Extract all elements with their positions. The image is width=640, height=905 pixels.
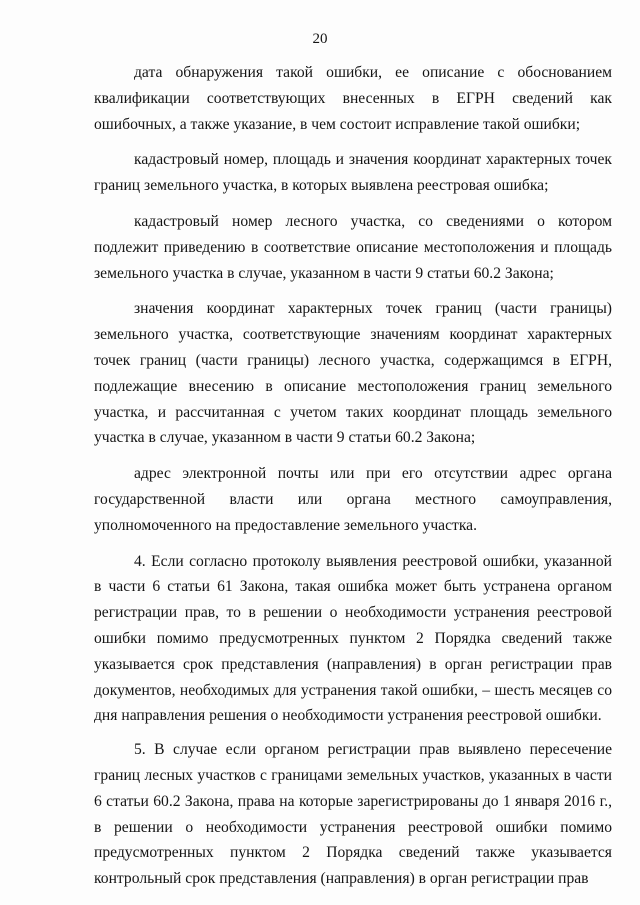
paragraph-coordinates: значения координат характерных точек границ (части границы) земельного участка, соответствующие значениям координат характерных точек границ (части границы) лесного участка, содержащимся в ЕГРН, подлежащие внесению в описание местоположения границ земельного участка, и рассчитанная с учетом таких координат площадь земельного участка в случае, указанном в части 9 статьи 60.2 Закона; <box>94 300 612 447</box>
paragraph-point-4: 4. Если согласно протоколу выявления реестровой ошибки, указанной в части 6 статьи 61 Закона, такая ошибка может быть устранена органом регистрации прав, то в решении о необходимости устранения реестровой ошибки помимо предусмотренных пунктом 2 Порядка сведений также указывается срок представления (направления) в орган регистрации прав документов, необходимых для устранения такой ошибки, – шесть месяцев со дня направления решения о необходимости устранения реестровой ошибки. <box>94 552 612 725</box>
page-number: 20 <box>312 31 328 47</box>
document-body <box>94 60 612 902</box>
paragraph-cadastral-number: кадастровый номер, площадь и значения координат характерных точек границ земельного участка, в которых выявлена реестровая ошибка; <box>94 151 612 195</box>
paragraph-forest-plot-number: кадастровый номер лесного участка, со сведениями о котором подлежит приведению в соответствие описание местоположения и площадь земельного участка в случае, указанном в части 9 статьи 60.2 Закона; <box>94 212 612 282</box>
paragraph-error-description: дата обнаружения такой ошибки, ее описание с обоснованием квалификации соответствующих внесенных в ЕГРН сведений как ошибочных, а также указание, в чем состоит исправление такой ошибки; <box>94 64 612 133</box>
paragraph-email-address: адрес электронной почты или при его отсутствии адрес органа государственной власти или органа местного самоуправления, уполномоченного на предоставление земельного участка. <box>94 465 612 534</box>
paragraph-point-5: 5. В случае если органом регистрации прав выявлено пересечение границ лесных участков с границами земельных участков, указанных в части 6 статьи 60.2 Закона, права на которые зарегистрированы до 1 января 2016 г., в решении о необходимости устранения реестровой ошибки помимо предусмотренных пунктом 2 Порядка сведений также указывается контрольный срок представления (направления) в орган регистрации прав <box>94 741 612 888</box>
